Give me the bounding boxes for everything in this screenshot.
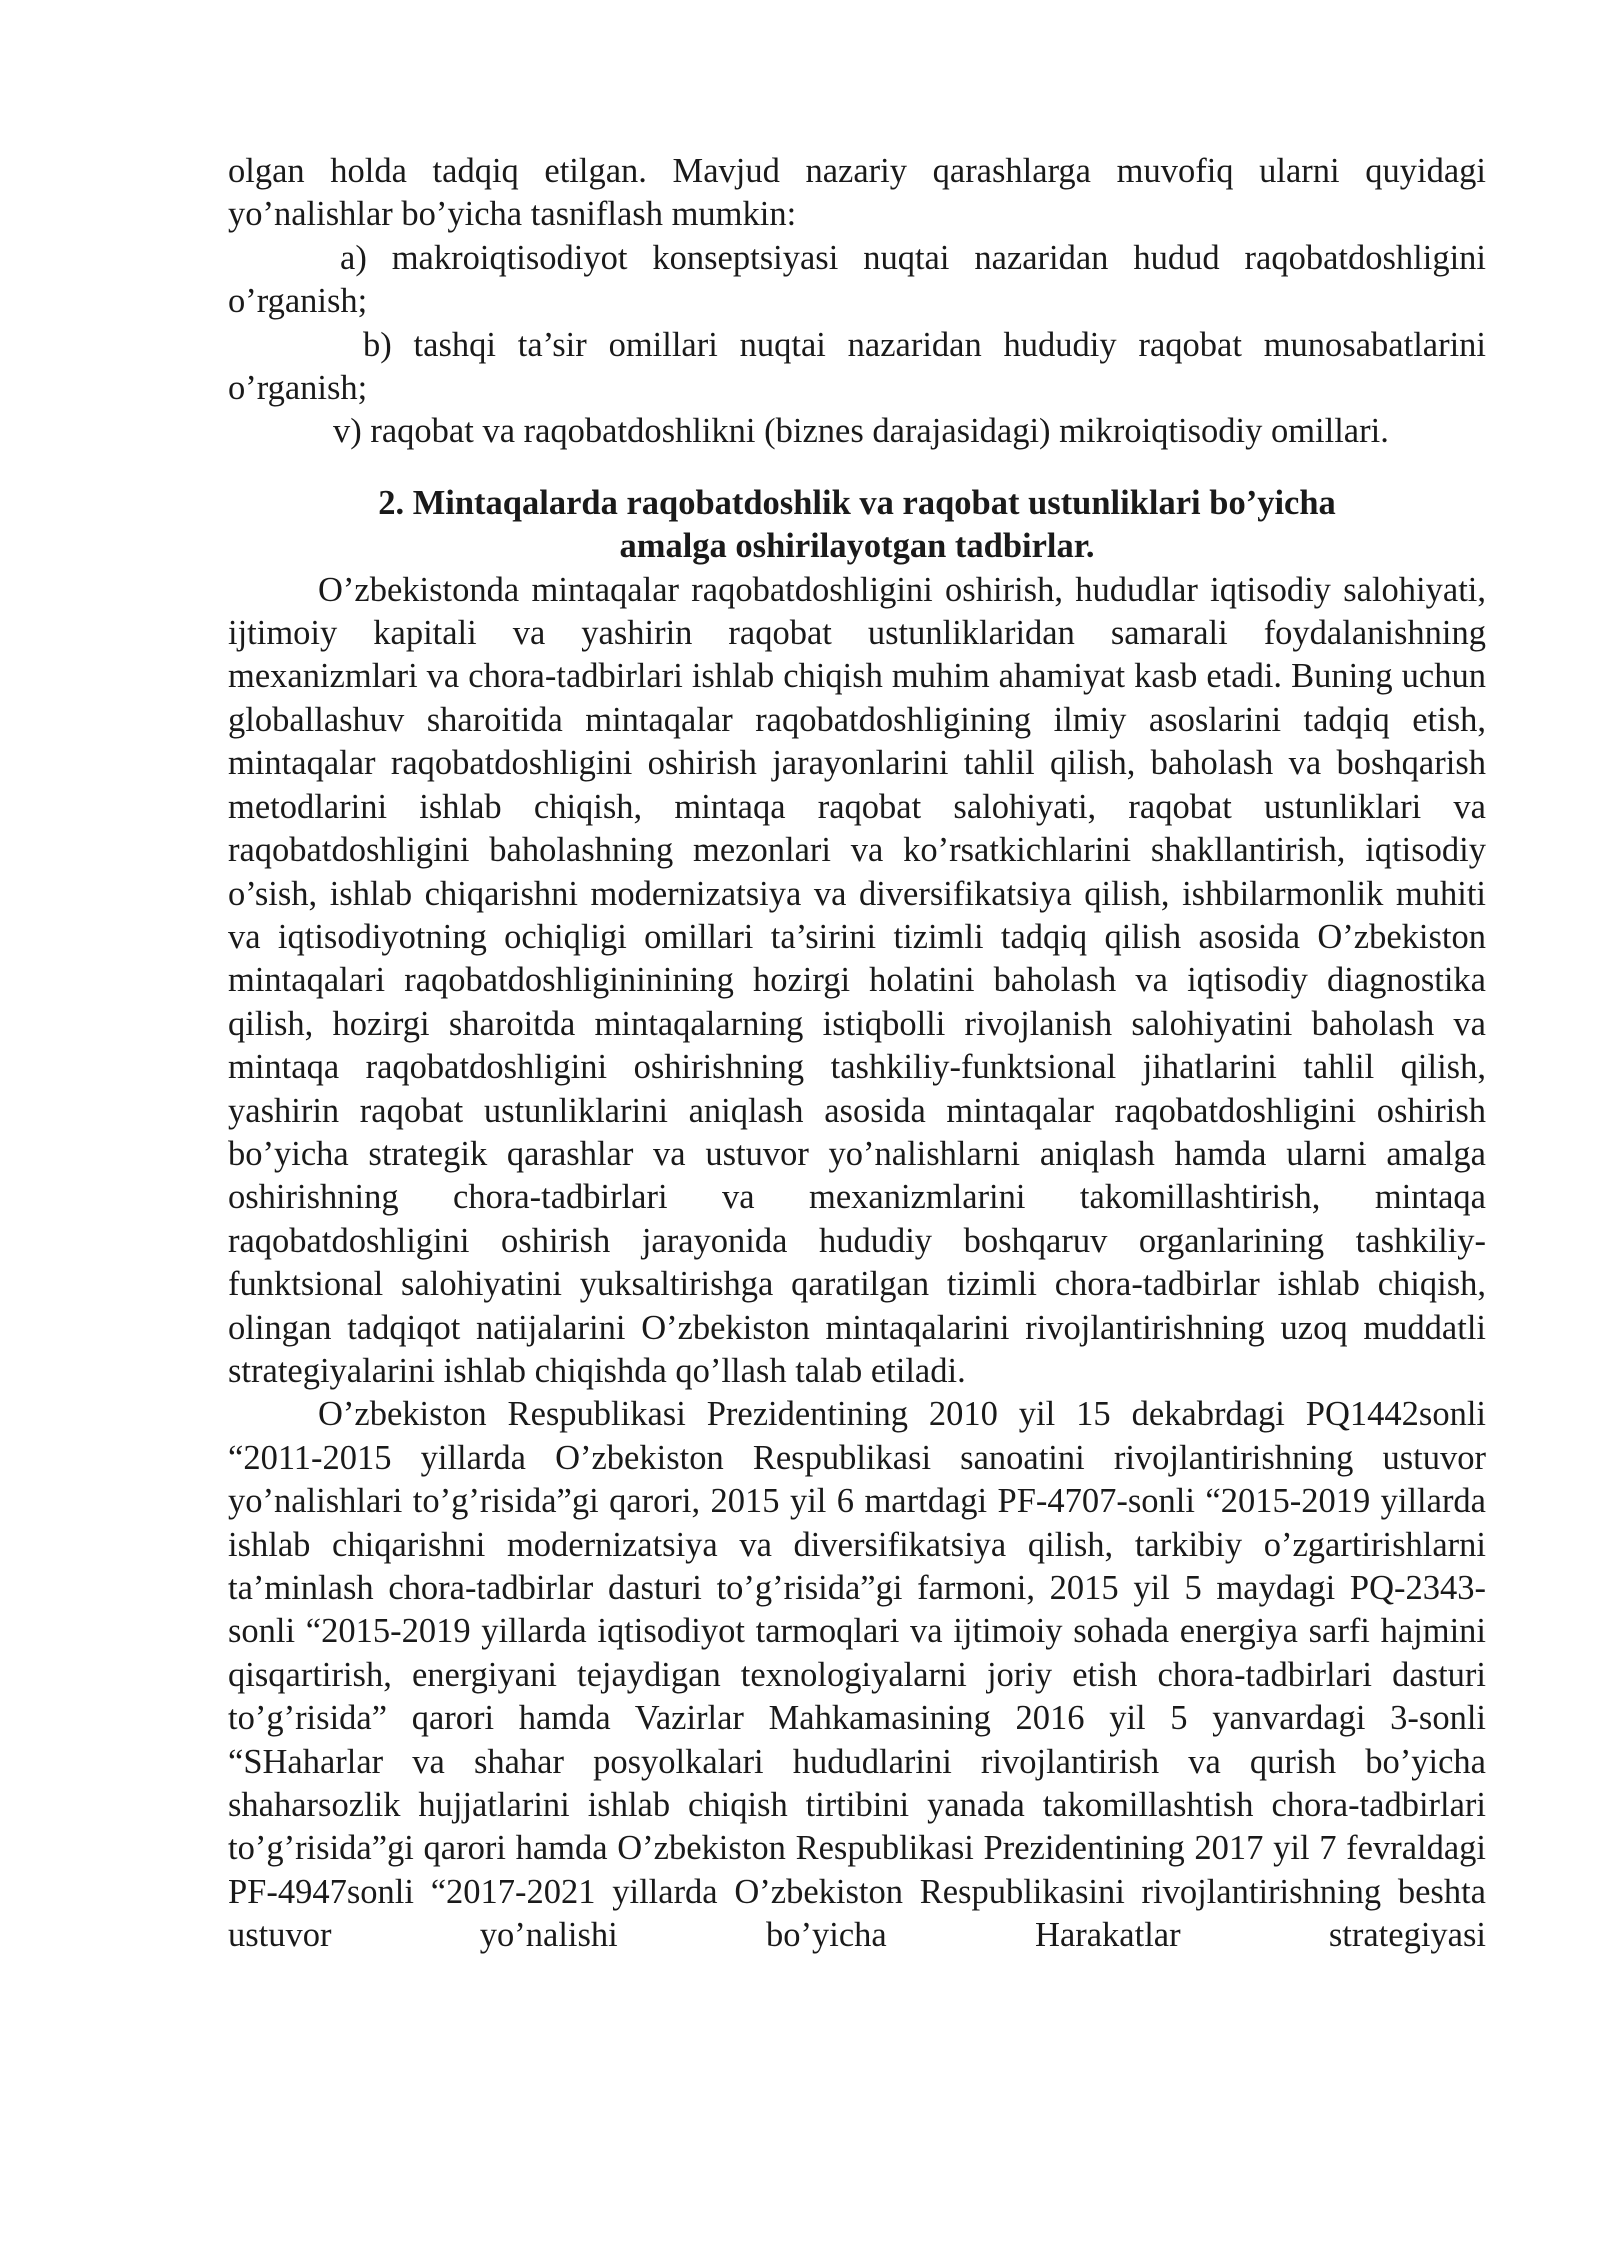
list-item-a: a) makroiqtisodiyot konseptsiyasi nuqtai nazaridan hudud raqobatdoshligini o’rganish; bbox=[228, 238, 1486, 321]
list-item-b: b) tashqi ta’sir omillari nuqtai nazaridan hududiy raqobat munosabatlarini o’rganish; bbox=[228, 325, 1486, 408]
section-heading-line-1: 2. Mintaqalarda raqobatdoshlik va raqobat ustunliklari bo’yicha bbox=[378, 483, 1336, 522]
document-page bbox=[228, 150, 1486, 1958]
intro-paragraph: olgan holda tadqiq etilgan. Mavjud nazariy qarashlarga muvofiq ularni quyidagi yo’nalishlar bo’yicha tasniflash mumkin: bbox=[228, 152, 1486, 234]
list-item-v: v) raqobat va raqobatdoshlikni (biznes darajasidagi) mikroiqtisodiy omillari. bbox=[333, 412, 1389, 451]
section-heading bbox=[228, 482, 1486, 569]
body-paragraph-1: O’zbekistonda mintaqalar raqobatdoshligini oshirish, hududlar iqtisodiy salohiyati, ijtimoiy kapitali va yashirin raqobat ustunliklaridan samarali foydalanishning mexanizmlari va chora-tadbirlari ishlab chiqish muhim ahamiyat kasb etadi. Buning uchun globallashuv sharoitida mintaqalar raqobatdoshligining ilmiy asoslarini tadqiq etish, mintaqalar raqobatdoshligini oshirish jarayonlarini tahlil qilish, baholash va boshqarish metodlarini ishlab chiqish, mintaqa raqobat salohiyati, raqobat ustunliklari va raqobatdoshligini baholashning mezonlari va ko’rsatkichlarini shakllantirish, iqtisodiy o’sish, ishlab chiqarishni modernizatsiya va diversifikatsiya qilish, ishbilarmonlik muhiti va iqtisodiyotning ochiqligi omillari ta’sirini tizimli tadqiq qilish asosida O’zbekiston mintaqalari raqobatdoshligininining hozirgi holatini baholash va iqtisodiy diagnostika qilish, hozirgi sharoitda mintaqalarning istiqbolli rivojlanish salohiyatini baholash va mintaqa raqobatdoshligini oshirishning tashkiliy-funktsional jihatlarini tahlil qilish, yashirin raqobat ustunliklarini aniqlash asosida mintaqalar raqobatdoshligini oshirish bo’yicha strategik qarashlar va ustuvor yo’nalishlarni aniqlash hamda ularni amalga oshirishning chora-tadbirlari va mexanizmlarini takomillashtirish, mintaqa raqobatdoshligini oshirish jarayonida hududiy boshqaruv organlarining tashkiliy-funktsional salohiyatini yuksaltirishga qaratilgan tizimli chora-tadbirlar ishlab chiqish, olingan tadqiqot natijalarini O’zbekiston mintaqalarini rivojlantirishning uzoq muddatli strategiyalarini ishlab chiqishda qo’llash talab etiladi. bbox=[228, 570, 1486, 1390]
body-paragraph-2: O’zbekiston Respublikasi Prezidentining 2010 yil 15 dekabrdagi PQ1442sonli “2011-2015 yillarda O’zbekiston Respublikasi sanoatini rivojlantirishning ustuvor yo’nalishlari to’g’risida”gi qarori, 2015 yil 6 martdagi PF-4707-sonli “2015-2019 yillarda ishlab chiqarishni modernizatsiya va diversifikatsiya qilish, tarkibiy o’zgartirishlarni ta’minlash chora-tadbirlar dasturi to’g’risida”gi farmoni, 2015 yil 5 maydagi PQ-2343-sonli “2015-2019 yillarda iqtisodiyot tarmoqlari va ijtimoiy sohada energiya sarfi hajmini qisqartirish, energiyani tejaydigan texnologiyalarni joriy etish chora-tadbirlari dasturi to’g’risida” qarori hamda Vazirlar Mahkamasining 2016 yil 5 yanvardagi 3-sonli “SHaharlar va shahar posyolkalari hududlarini rivojlantirish va qurish bo’yicha shaharsozlik hujjatlarini ishlab chiqish tirtibini yanada takomillashtish chora-tadbirlari to’g’risida”gi qarori hamda O’zbekiston Respublikasi Prezidentining 2017 yil 7 fevraldagi PF-4947sonli “2017-2021 yillarda O’zbekiston Respublikasini rivojlantirishning beshta ustuvor yo’nalishi bo’yicha Harakatlar strategiyasi bbox=[228, 1395, 1486, 1955]
section-heading-line-2: amalga oshirilayotgan tadbirlar. bbox=[619, 527, 1095, 566]
